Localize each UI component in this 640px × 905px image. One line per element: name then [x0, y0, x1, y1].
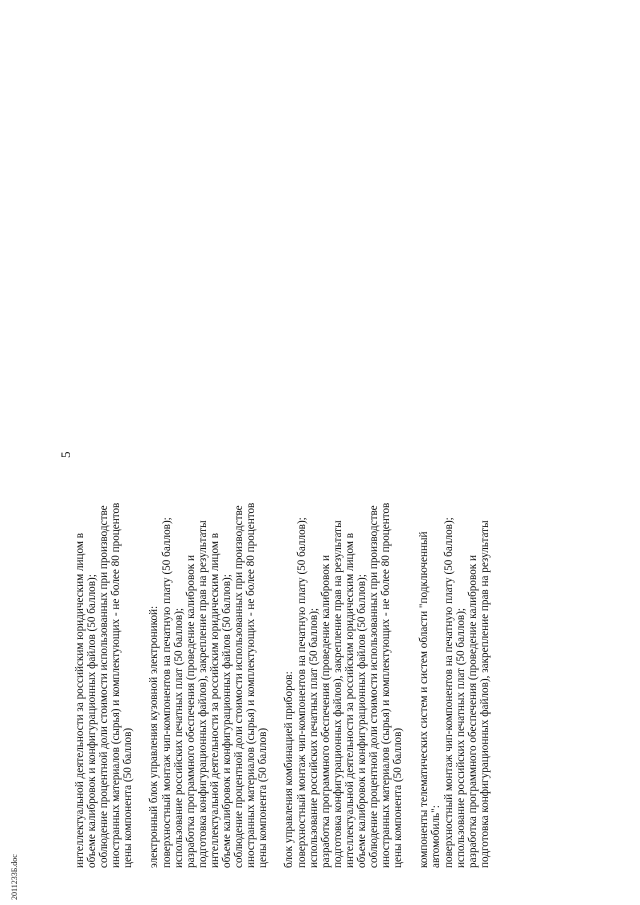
text-line: иностранных материалов (сырья) и комплектующих - не более 80 процентов [110, 502, 123, 868]
block-heading-continued: автомобиль": [430, 805, 443, 868]
page-number: 5 [58, 451, 73, 458]
text-line: разработка программного обеспечения (проведение калибровок и [184, 554, 197, 868]
text-line: интеллектуальной деятельности за российским юридическим лицом в [74, 532, 86, 868]
text-line: поверхностный монтаж чип-компонентов на печатную плату (50 баллов); [295, 517, 308, 868]
block-heading: блок управления комбинацией приборов: [283, 671, 296, 868]
text-line: цены компонента (50 баллов) [392, 727, 405, 868]
text-line: подготовка конфигурационных файлов), закрепление прав на результаты [478, 520, 491, 868]
text-line: соблюдение процентной доли стоимости использованных при производстве [368, 505, 381, 868]
text-line: иностранных материалов (сырья) и комплектующих - не более 80 процентов [245, 502, 258, 868]
text-line: объеме калибровок и конфигурационных файлов (50 баллов); [221, 574, 234, 868]
block-heading: компоненты телематических систем и систем области "подключенный [418, 531, 431, 868]
text-line: объеме калибровок и конфигурационных файлов (50 баллов); [355, 574, 368, 868]
text-line: соблюдение процентной доли стоимости использованных при производстве [98, 505, 111, 868]
rotated-text-body [58, 53, 505, 868]
text-line: интеллектуальной деятельности за российским юридическим лицом в [343, 532, 356, 868]
paragraph-block-4 [418, 53, 491, 868]
text-line: подготовка конфигурационных файлов), закрепление прав на результаты [331, 520, 344, 868]
text-line: цены компонента (50 баллов) [257, 727, 270, 868]
text-line: подготовка конфигурационных файлов), закрепление прав на результаты [196, 520, 209, 868]
text-line: иностранных материалов (сырья) и комплектующих - не более 80 процентов [380, 502, 393, 868]
text-line: разработка программного обеспечения (проведение калибровок и [466, 554, 479, 868]
document-filename-footer: 2011233Б.doc [10, 854, 19, 900]
text-line: использование российских печатных плат (50 баллов); [172, 607, 185, 868]
text-line: поверхностный монтаж чип-компонентов на печатную плату (50 баллов); [160, 517, 173, 868]
paragraph-block-1 [74, 53, 134, 868]
text-line: использование российских печатных плат (50 баллов); [454, 607, 467, 868]
text-line: использование российских печатных плат (50 баллов); [307, 607, 320, 868]
text-line: цены компонента (50 баллов) [122, 727, 135, 868]
text-line: поверхностный монтаж чип-компонентов на печатную плату (50 баллов); [442, 517, 455, 868]
text-line: разработка программного обеспечения (проведение калибровок и [319, 554, 332, 868]
block-heading: электронный блок управления кузовной электроникой: [148, 605, 161, 868]
text-line: объеме калибровок и конфигурационных файлов (50 баллов); [86, 574, 99, 868]
paragraph-block-2 [148, 53, 269, 868]
text-line: соблюдение процентной доли стоимости использованных при производстве [233, 505, 246, 868]
paragraph-block-3 [283, 53, 404, 868]
text-line: интеллектуальной деятельности за российским юридическим лицом в [208, 532, 221, 868]
